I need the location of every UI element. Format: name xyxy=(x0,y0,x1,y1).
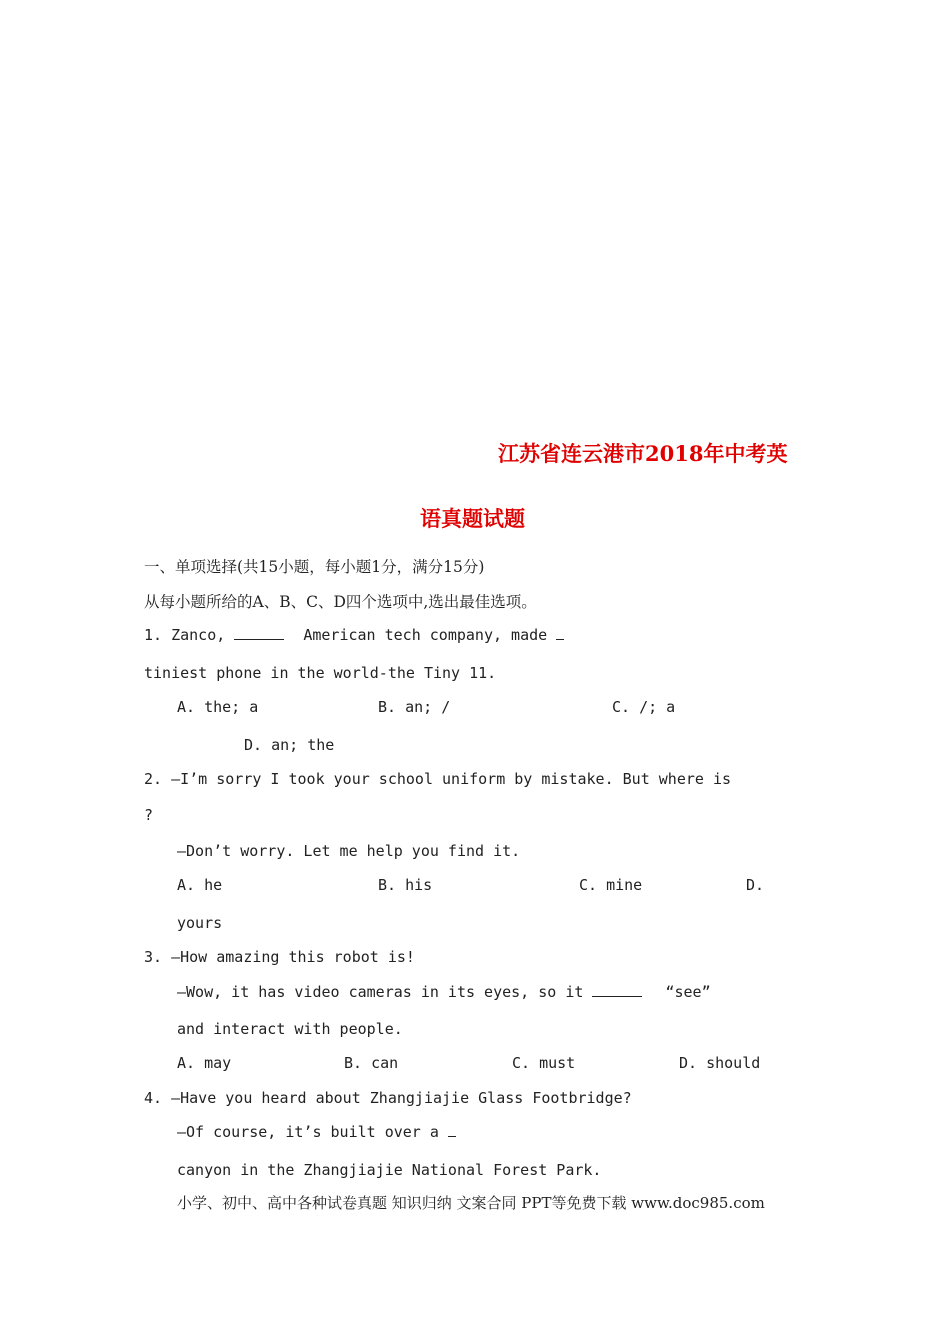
question-3-line1: 3. —How amazing this robot is! xyxy=(144,948,415,966)
question-2-option-c: C. mine xyxy=(579,876,643,894)
answer-blank xyxy=(234,627,284,640)
question-1-line2: tiniest phone in the world-the Tiny 11. xyxy=(144,664,497,682)
question-4-line2 xyxy=(177,1123,456,1141)
question-1-option-d: D. an; the xyxy=(244,736,335,754)
question-4-line3: canyon in the Zhangjiajie National Forest Park. xyxy=(177,1161,602,1179)
answer-blank xyxy=(556,627,564,640)
question-3-quote: “see” xyxy=(665,983,711,1001)
page-title-line1: 江苏省连云港市2018年中考英 xyxy=(498,441,788,466)
question-3-line2 xyxy=(177,983,711,1001)
question-4-line1: 4. —Have you heard about Zhangjiajie Glass Footbridge? xyxy=(144,1089,632,1107)
answer-blank xyxy=(448,1124,456,1137)
section-instruction: 从每小题所给的A、B、C、D四个选项中,选出最佳选项。 xyxy=(144,593,537,611)
question-3-option-a: A. may xyxy=(177,1054,232,1072)
question-1-option-a: A. the; a xyxy=(177,698,259,716)
question-2-line3: —Don’t worry. Let me help you find it. xyxy=(177,842,521,860)
question-2-line1: 2. —I’m sorry I took your school uniform by mistake. But where is xyxy=(144,770,731,788)
question-4-line2-text: —Of course, it’s built over a xyxy=(177,1123,439,1141)
question-2-option-a: A. he xyxy=(177,876,223,894)
question-2-option-d-text: yours xyxy=(177,914,223,932)
question-2-line2: ? xyxy=(144,806,154,824)
question-1-option-b: B. an; / xyxy=(378,698,451,716)
question-2-option-b: B. his xyxy=(378,876,433,894)
question-1-line1 xyxy=(144,626,564,644)
question-1-option-c: C. /; a xyxy=(612,698,676,716)
question-1-number-text: 1. Zanco, xyxy=(144,626,226,644)
section-heading: 一、单项选择(共15小题，每小题1分，满分15分) xyxy=(144,558,485,576)
question-3-line2-text: —Wow, it has video cameras in its eyes, so it xyxy=(177,983,584,1001)
page-title-line2: 语真题试题 xyxy=(420,506,525,531)
question-1-text: American tech company, made xyxy=(303,626,548,644)
question-2-option-d: D. xyxy=(746,876,765,894)
question-3-option-d: D. should xyxy=(679,1054,761,1072)
question-3-option-c: C. must xyxy=(512,1054,576,1072)
question-3-line3: and interact with people. xyxy=(177,1020,403,1038)
page-footer: 小学、初中、高中各种试卷真题 知识归纳 文案合同 PPT等免费下载 www.doc985.com xyxy=(177,1194,765,1212)
answer-blank xyxy=(592,984,642,997)
question-3-option-b: B. can xyxy=(344,1054,399,1072)
